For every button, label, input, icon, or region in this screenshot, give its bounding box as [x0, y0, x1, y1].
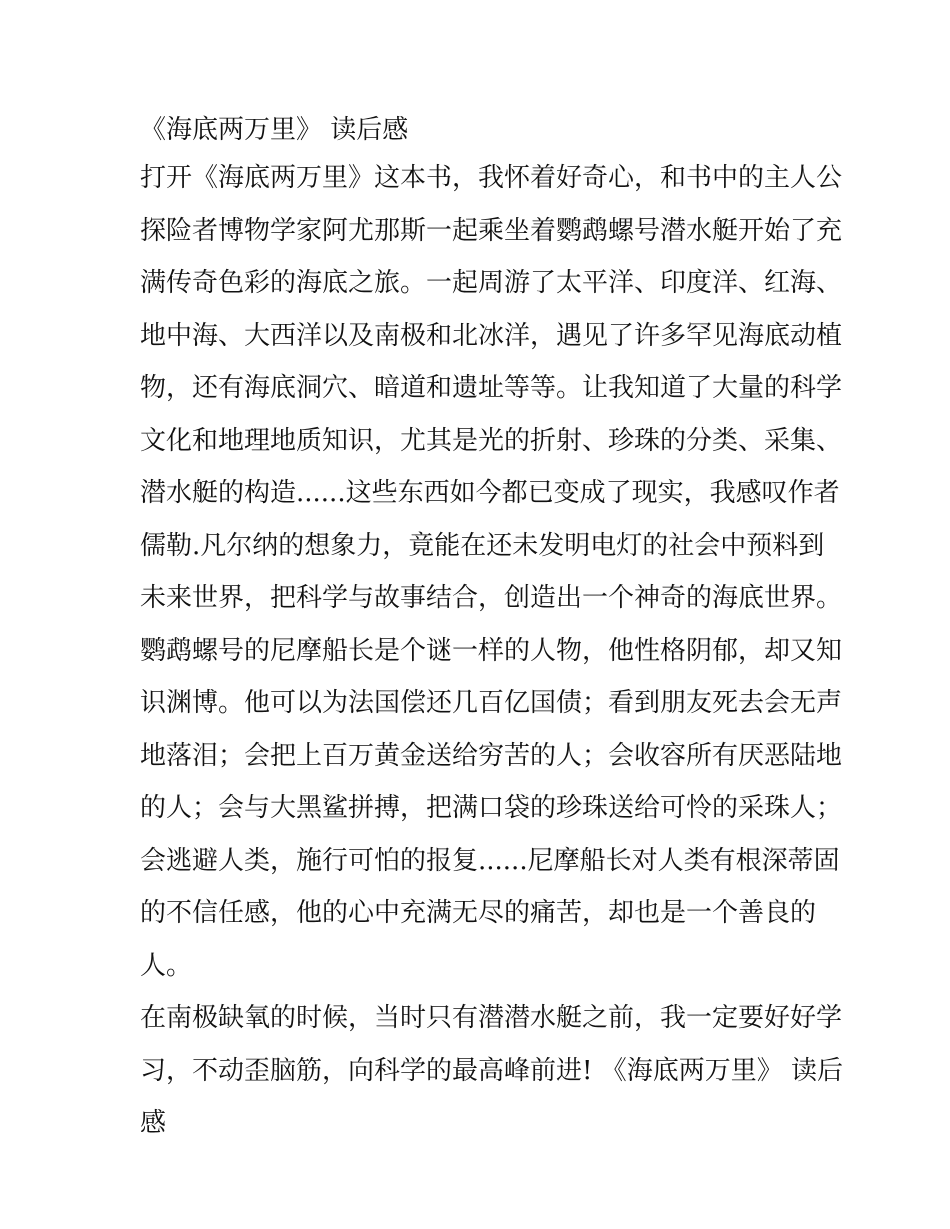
text-line: 未来世界，把科学与故事结合，创造出一个神奇的海底世界。 — [140, 583, 843, 613]
text-line: 识渊博。他可以为法国偿还几百亿国债；看到朋友死去会无声 — [140, 688, 843, 718]
text-line: 探险者博物学家阿尤那斯一起乘坐着鹦鹉螺号潜水艇开始了充 — [140, 215, 843, 246]
text-line: 文化和地理地质知识，尤其是光的折射、珍珠的分类、采集、 — [140, 425, 843, 456]
text-line: 打开《海底两万里》这本书，我怀着好奇心，和书中的主人公 — [140, 163, 843, 193]
text-line: 会逃避人类，施行可怕的报复......尼摩船长对人类有根深蒂固 — [140, 845, 840, 876]
text-line: 潜水艇的构造......这些东西如今都已变成了现实，我感叹作者 — [140, 478, 840, 508]
text-line: 人。 — [140, 950, 193, 981]
text-line: 地中海、大西洋以及南极和北冰洋，遇见了许多罕见海底动植 — [140, 320, 843, 351]
text-line: 的不信任感，他的心中充满无尽的痛苦，却也是一个善良的 — [140, 898, 817, 928]
text-line: 习，不动歪脑筋，向科学的最高峰前进! 《海底两万里》 读后 — [140, 1055, 843, 1086]
text-line: 儒勒.凡尔纳的想象力，竟能在还未发明电灯的社会中预料到 — [140, 530, 825, 561]
text-line: 鹦鹉螺号的尼摩船长是个谜一样的人物，他性格阴郁，却又知 — [140, 635, 843, 666]
text-line: 满传奇色彩的海底之旅。一起周游了太平洋、印度洋、红海、 — [140, 268, 843, 298]
document-title: 《海底两万里》 读后感 — [140, 115, 409, 145]
text-line: 的人；会与大黑鲨拼搏，把满口袋的珍珠送给可怜的采珠人； — [140, 793, 843, 823]
text-line: 地落泪；会把上百万黄金送给穷苦的人；会收容所有厌恶陆地 — [140, 740, 843, 771]
text-line: 感 — [140, 1108, 167, 1138]
document-body — [140, 108, 843, 1150]
text-line: 在南极缺氧的时候，当时只有潜潜水艇之前，我一定要好好学 — [140, 1003, 843, 1033]
text-line: 物，还有海底洞穴、暗道和遗址等等。让我知道了大量的科学 — [140, 373, 843, 403]
